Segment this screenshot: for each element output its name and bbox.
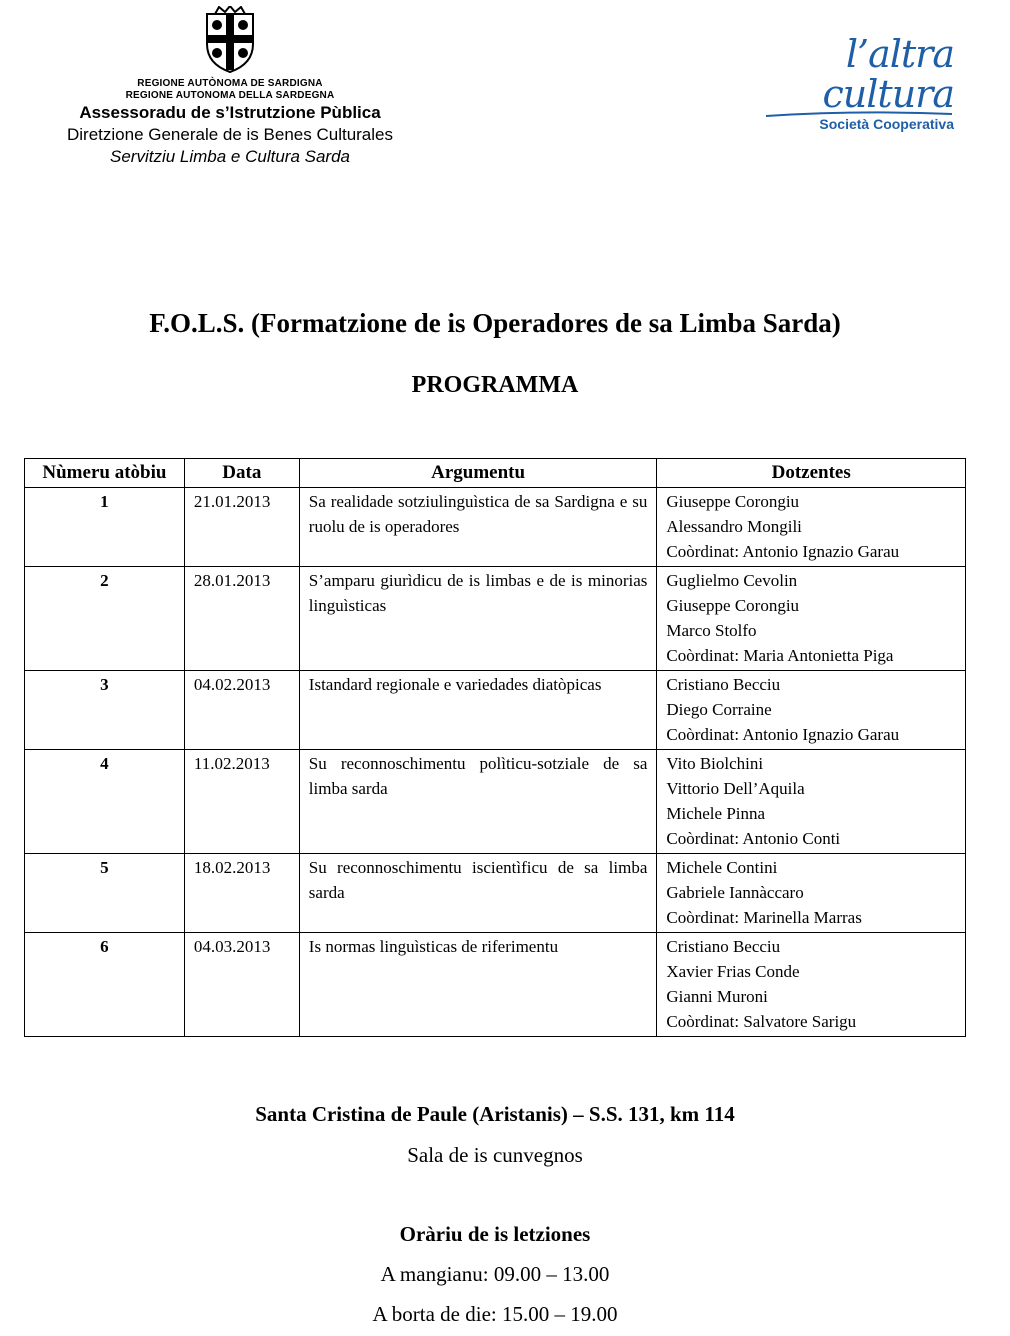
table-row bbox=[25, 567, 966, 671]
department-name: Assessoradu de s’Istrutzione Pùblica bbox=[79, 103, 381, 122]
session-teachers bbox=[657, 933, 966, 1037]
table-row bbox=[25, 750, 966, 854]
table-row bbox=[25, 671, 966, 750]
header-teachers: Dotzentes bbox=[657, 459, 966, 488]
session-topic: Is normas linguìsticas de riferimentu bbox=[299, 933, 657, 1037]
session-teachers bbox=[657, 488, 966, 567]
session-number: 1 bbox=[25, 488, 185, 567]
session-teachers bbox=[657, 671, 966, 750]
teacher-name: Giuseppe Corongiu bbox=[666, 492, 800, 511]
crest-icon bbox=[199, 6, 261, 74]
teacher-coordinator: Coòrdinat: Antonio Conti bbox=[666, 829, 841, 848]
teacher-coordinator: Coòrdinat: Salvatore Sarigu bbox=[666, 1012, 857, 1031]
teacher-name: Cristiano Becciu bbox=[666, 937, 781, 956]
session-topic: S’amparu giurìdicu de is limbas e de is minorias linguìsticas bbox=[299, 567, 657, 671]
teacher-coordinator: Coòrdinat: Antonio Ignazio Garau bbox=[666, 542, 900, 561]
table-row bbox=[25, 933, 966, 1037]
hours-heading: Oràriu de is letziones bbox=[399, 1222, 591, 1246]
teacher-name: Giuseppe Corongiu bbox=[666, 596, 800, 615]
session-number: 3 bbox=[25, 671, 185, 750]
teacher-name: Vito Biolchini bbox=[666, 754, 764, 773]
header-date: Data bbox=[184, 459, 299, 488]
teacher-name: Xavier Frias Conde bbox=[666, 962, 800, 981]
session-number: 5 bbox=[25, 854, 185, 933]
region-name-italian: REGIONE AUTONOMA DELLA SARDEGNA bbox=[125, 90, 335, 101]
table-row bbox=[25, 854, 966, 933]
cooperative-logo bbox=[754, 34, 954, 132]
session-date: 04.03.2013 bbox=[184, 933, 299, 1037]
header-number: Nùmeru atòbiu bbox=[25, 459, 185, 488]
table-row bbox=[25, 488, 966, 567]
program-heading: PROGRAMMA bbox=[411, 372, 579, 398]
teacher-name: Diego Corraine bbox=[666, 700, 772, 719]
teacher-name: Cristiano Becciu bbox=[666, 675, 781, 694]
session-teachers bbox=[657, 567, 966, 671]
session-date: 04.02.2013 bbox=[184, 671, 299, 750]
session-teachers bbox=[657, 750, 966, 854]
table-header-row bbox=[25, 459, 966, 488]
teacher-name: Marco Stolfo bbox=[666, 621, 757, 640]
session-date: 18.02.2013 bbox=[184, 854, 299, 933]
session-number: 6 bbox=[25, 933, 185, 1037]
teacher-name: Gianni Muroni bbox=[666, 987, 768, 1006]
venue-address: Santa Cristina de Paule (Aristanis) – S.S. 131, km 114 bbox=[255, 1102, 735, 1126]
directorate-name: Diretzione Generale de is Benes Culturales bbox=[66, 125, 393, 144]
session-topic: Istandard regionale e variedades diatòpicas bbox=[299, 671, 657, 750]
teacher-name: Vittorio Dell’Aquila bbox=[666, 779, 805, 798]
session-number: 4 bbox=[25, 750, 185, 854]
session-topic: Su reconnoschimentu polìticu-sotziale de sa limba sarda bbox=[299, 750, 657, 854]
page-title: F.O.L.S. (Formatzione de is Operadores de sa Limba Sarda) bbox=[149, 308, 841, 338]
teacher-coordinator: Coòrdinat: Antonio Ignazio Garau bbox=[666, 725, 900, 744]
teacher-name: Michele Pinna bbox=[666, 804, 766, 823]
teacher-coordinator: Coòrdinat: Marinella Marras bbox=[666, 908, 862, 927]
service-name: Servitziu Limba e Cultura Sarda bbox=[109, 147, 350, 166]
teacher-name: Alessandro Mongili bbox=[666, 517, 802, 536]
session-date: 28.01.2013 bbox=[184, 567, 299, 671]
hours-morning: A mangianu: 09.00 – 13.00 bbox=[380, 1262, 610, 1286]
hours-afternoon: A borta de die: 15.00 – 19.00 bbox=[372, 1302, 618, 1326]
session-number: 2 bbox=[25, 567, 185, 671]
logo-name: l’altra cultura bbox=[822, 32, 954, 116]
session-date: 11.02.2013 bbox=[184, 750, 299, 854]
session-date: 21.01.2013 bbox=[184, 488, 299, 567]
session-topic: Su reconnoschimentu iscientìficu de sa limba sarda bbox=[299, 854, 657, 933]
venue-room: Sala de is cunvegnos bbox=[407, 1143, 583, 1167]
program-table bbox=[24, 458, 966, 1037]
teacher-name: Guglielmo Cevolin bbox=[666, 571, 798, 590]
header-topic: Argumentu bbox=[299, 459, 657, 488]
teacher-name: Michele Contini bbox=[666, 858, 778, 877]
session-topic: Sa realidade sotziulinguìstica de sa Sardigna e su ruolu de is operadores bbox=[299, 488, 657, 567]
teacher-name: Gabriele Iannàccaro bbox=[666, 883, 804, 902]
region-name-sardinian: REGIONE AUTÒNOMA DE SARDIGNA bbox=[137, 78, 323, 89]
logo-subtitle: Società Cooperativa bbox=[819, 116, 954, 132]
teacher-coordinator: Coòrdinat: Maria Antonietta Piga bbox=[666, 646, 894, 665]
institution-header bbox=[30, 6, 430, 168]
session-teachers bbox=[657, 854, 966, 933]
